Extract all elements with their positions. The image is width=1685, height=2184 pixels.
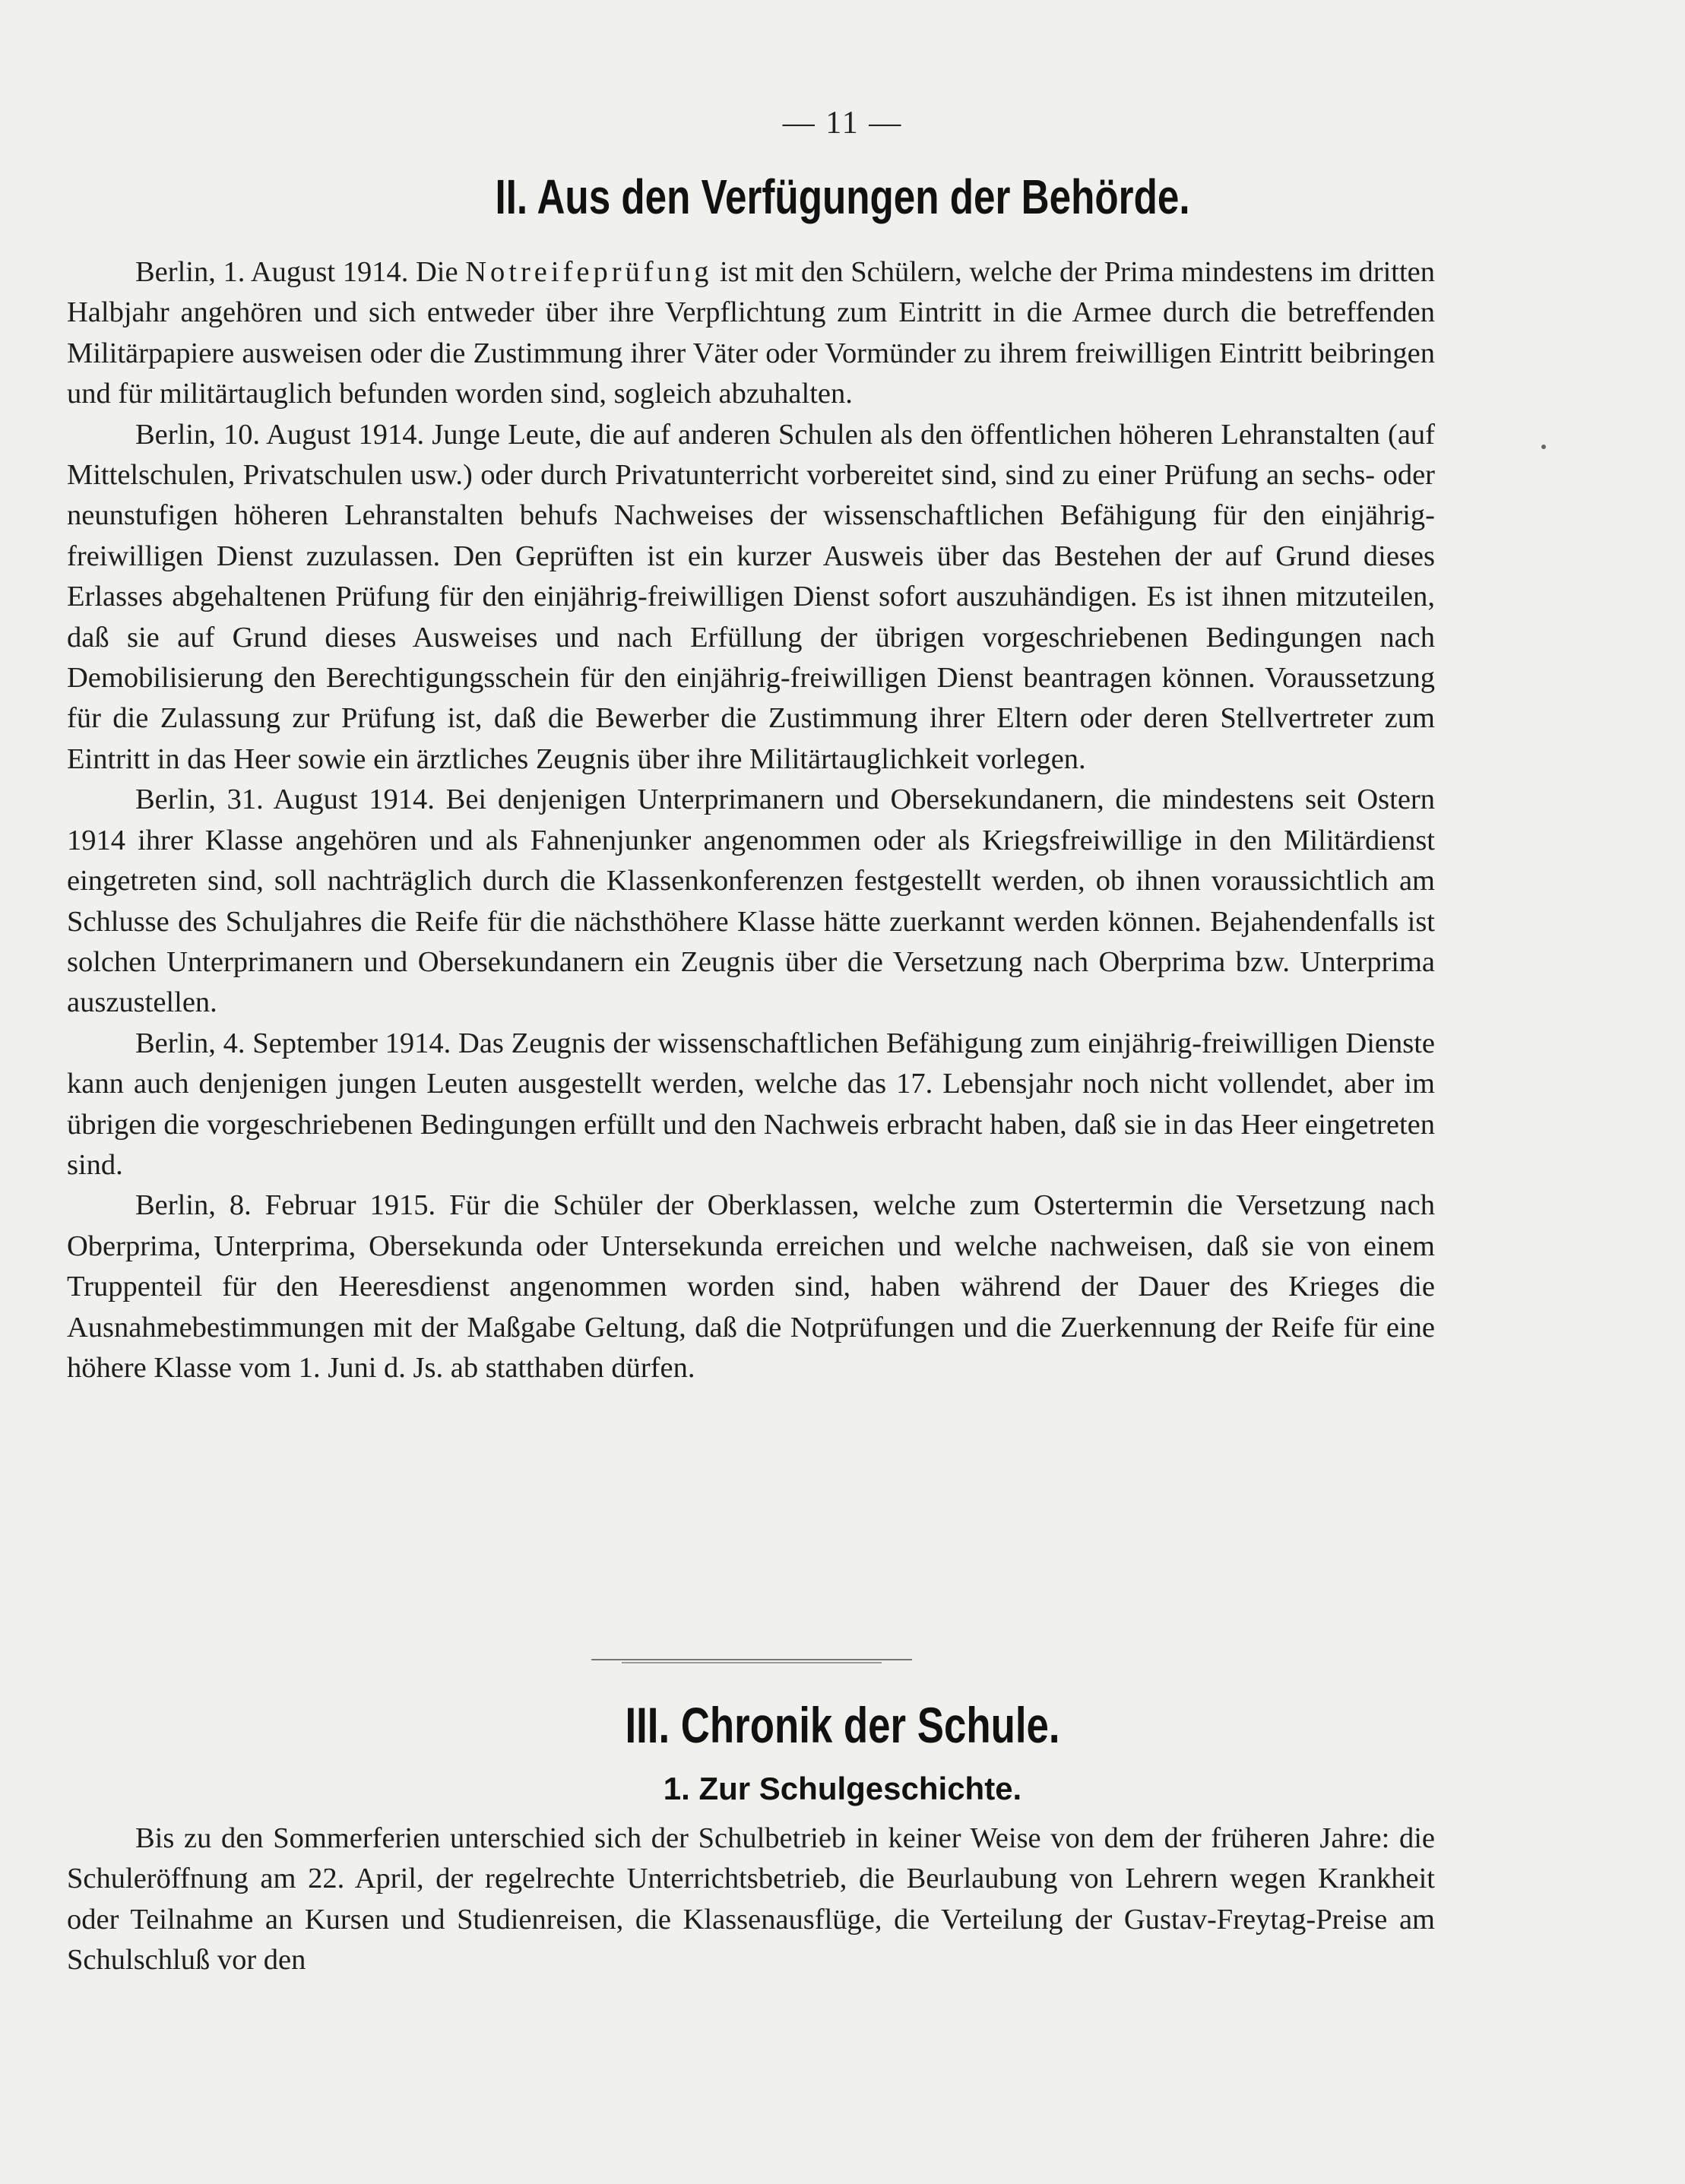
section-divider xyxy=(591,1659,912,1663)
subheading-schulgeschichte: 1. Zur Schulgeschichte. xyxy=(663,1771,1022,1806)
paragraph-decree-31-august: Berlin, 31. August 1914. Bei denjenigen Unterprimanern und Obersekundanern, die mindestens seit Ostern 1914 ihrer Klasse angehören und als Fahnenjunker angenommen oder als Kriegsfreiwillige in den Militärdienst eingetreten sind, soll nachträglich durch die Klassenkonferenzen festgestellt werden, ob ihnen voraussichtlich am Schlusse des Schuljahres die Reife für die nächsthöhere Klasse hätte zuerkannt werden können. Bejahendenfalls ist solchen Unterprimanern und Obersekundanern ein Zeugnis über die Versetzung nach Oberprima bzw. Unterprima auszustellen. xyxy=(67,783,1435,1019)
print-speck xyxy=(1541,445,1546,449)
paragraph-decree-10-august: Berlin, 10. August 1914. Junge Leute, die auf anderen Schulen als den öffentlichen höheren Lehranstalten (auf Mittelschulen, Privatschulen usw.) oder durch Privatunterricht vorbereitet sind, sind zu einer Prüfung an sechs- oder neunstufigen höheren Lehranstalten behufs Nachweises der wissenschaftlichen Befähigung für den einjährig-freiwilligen Dienst zuzulassen. Den Geprüften ist ein kurzer Ausweis über das Bestehen der auf Grund dieses Erlasses abgehaltenen Prüfung für den einjährig-freiwilligen Dienst sofort auszuhändigen. Es ist ihnen mitzuteilen, daß sie auf Grund dieses Ausweises und nach Erfüllung der übrigen vorgeschriebenen Bedingungen nach Demobilisierung den Berechtigungsschein für den einjährig-freiwilligen Dienst beantragen können. Voraussetzung für die Zulassung zur Prüfung ist, daß die Bewerber die Zustimmung ihrer Eltern oder deren Stellvertreter zum Eintritt in das Heer sowie ein ärztliches Zeugnis über ihre Militärtauglichkeit vorlegen. xyxy=(67,418,1435,775)
section-body-chronik xyxy=(67,1818,1435,1981)
paragraph-lead: Berlin, 1. August 1914. Die xyxy=(135,256,466,288)
section-heading-chronik: III. Chronik der Schule. xyxy=(625,1697,1060,1753)
paragraph-decree-4-september: Berlin, 4. September 1914. Das Zeugnis der wissenschaftlichen Befähigung zum einjährig-freiwilligen Dienste kann auch denjenigen jungen Leuten ausgestellt werden, welche das 17. Lebensjahr noch nicht vollendet, aber im übrigen die vorgeschriebenen Bedingungen erfüllt und den Nachweis erbracht haben, daß sie in das Heer eingetreten sind. xyxy=(67,1027,1435,1181)
section-heading-verfuegungen: II. Aus den Verfügungen der Behörde. xyxy=(495,169,1190,224)
paragraph-rest: ist mit den Schülern, welche der Prima mindestens im dritten Halbjahr angehören und sich entweder über ihre Verpflichtung zum Eintritt in die Armee durch die betreffenden Militärpapiere ausweisen oder die Zustimmung ihrer Väter oder Vormünder zu ihrem freiwilligen Eintritt beibringen und für militärtauglich befunden worden sind, sogleich abzuhalten. xyxy=(67,256,1435,410)
spaced-term: Notreifeprüfung xyxy=(465,256,713,288)
page-number: — 11 — xyxy=(782,106,903,141)
paragraph-schulgeschichte: Bis zu den Sommerferien unterschied sich der Schulbetrieb in keiner Weise von dem der früheren Jahre: die Schuleröffnung am 22. April, der regelrechte Unterrichtsbetrieb, die Beurlaubung von Lehrern wegen Krankheit oder Teilnahme an Kursen und Studienreisen, die Klassenausflüge, die Verteilung der Gustav-Freytag-Preise am Schulschluß vor den xyxy=(67,1822,1435,1977)
paragraph-decree-1-august xyxy=(67,252,1435,415)
section-body-verfuegungen xyxy=(67,252,1435,1388)
paragraph-decree-8-februar: Berlin, 8. Februar 1915. Für die Schüler der Oberklassen, welche zum Ostertermin die Versetzung nach Oberprima, Unterprima, Obersekunda oder Untersekunda erreichen und welche nachweisen, daß sie von einem Truppenteil für den Heeresdienst angenommen worden sind, haben während der Dauer des Krieges die Ausnahmebestimmungen mit der Maßgabe Geltung, daß die Notprüfungen und die Zuerkennung der Reife für eine höhere Klasse vom 1. Juni d. Js. ab statthaben dürfen. xyxy=(67,1189,1435,1384)
